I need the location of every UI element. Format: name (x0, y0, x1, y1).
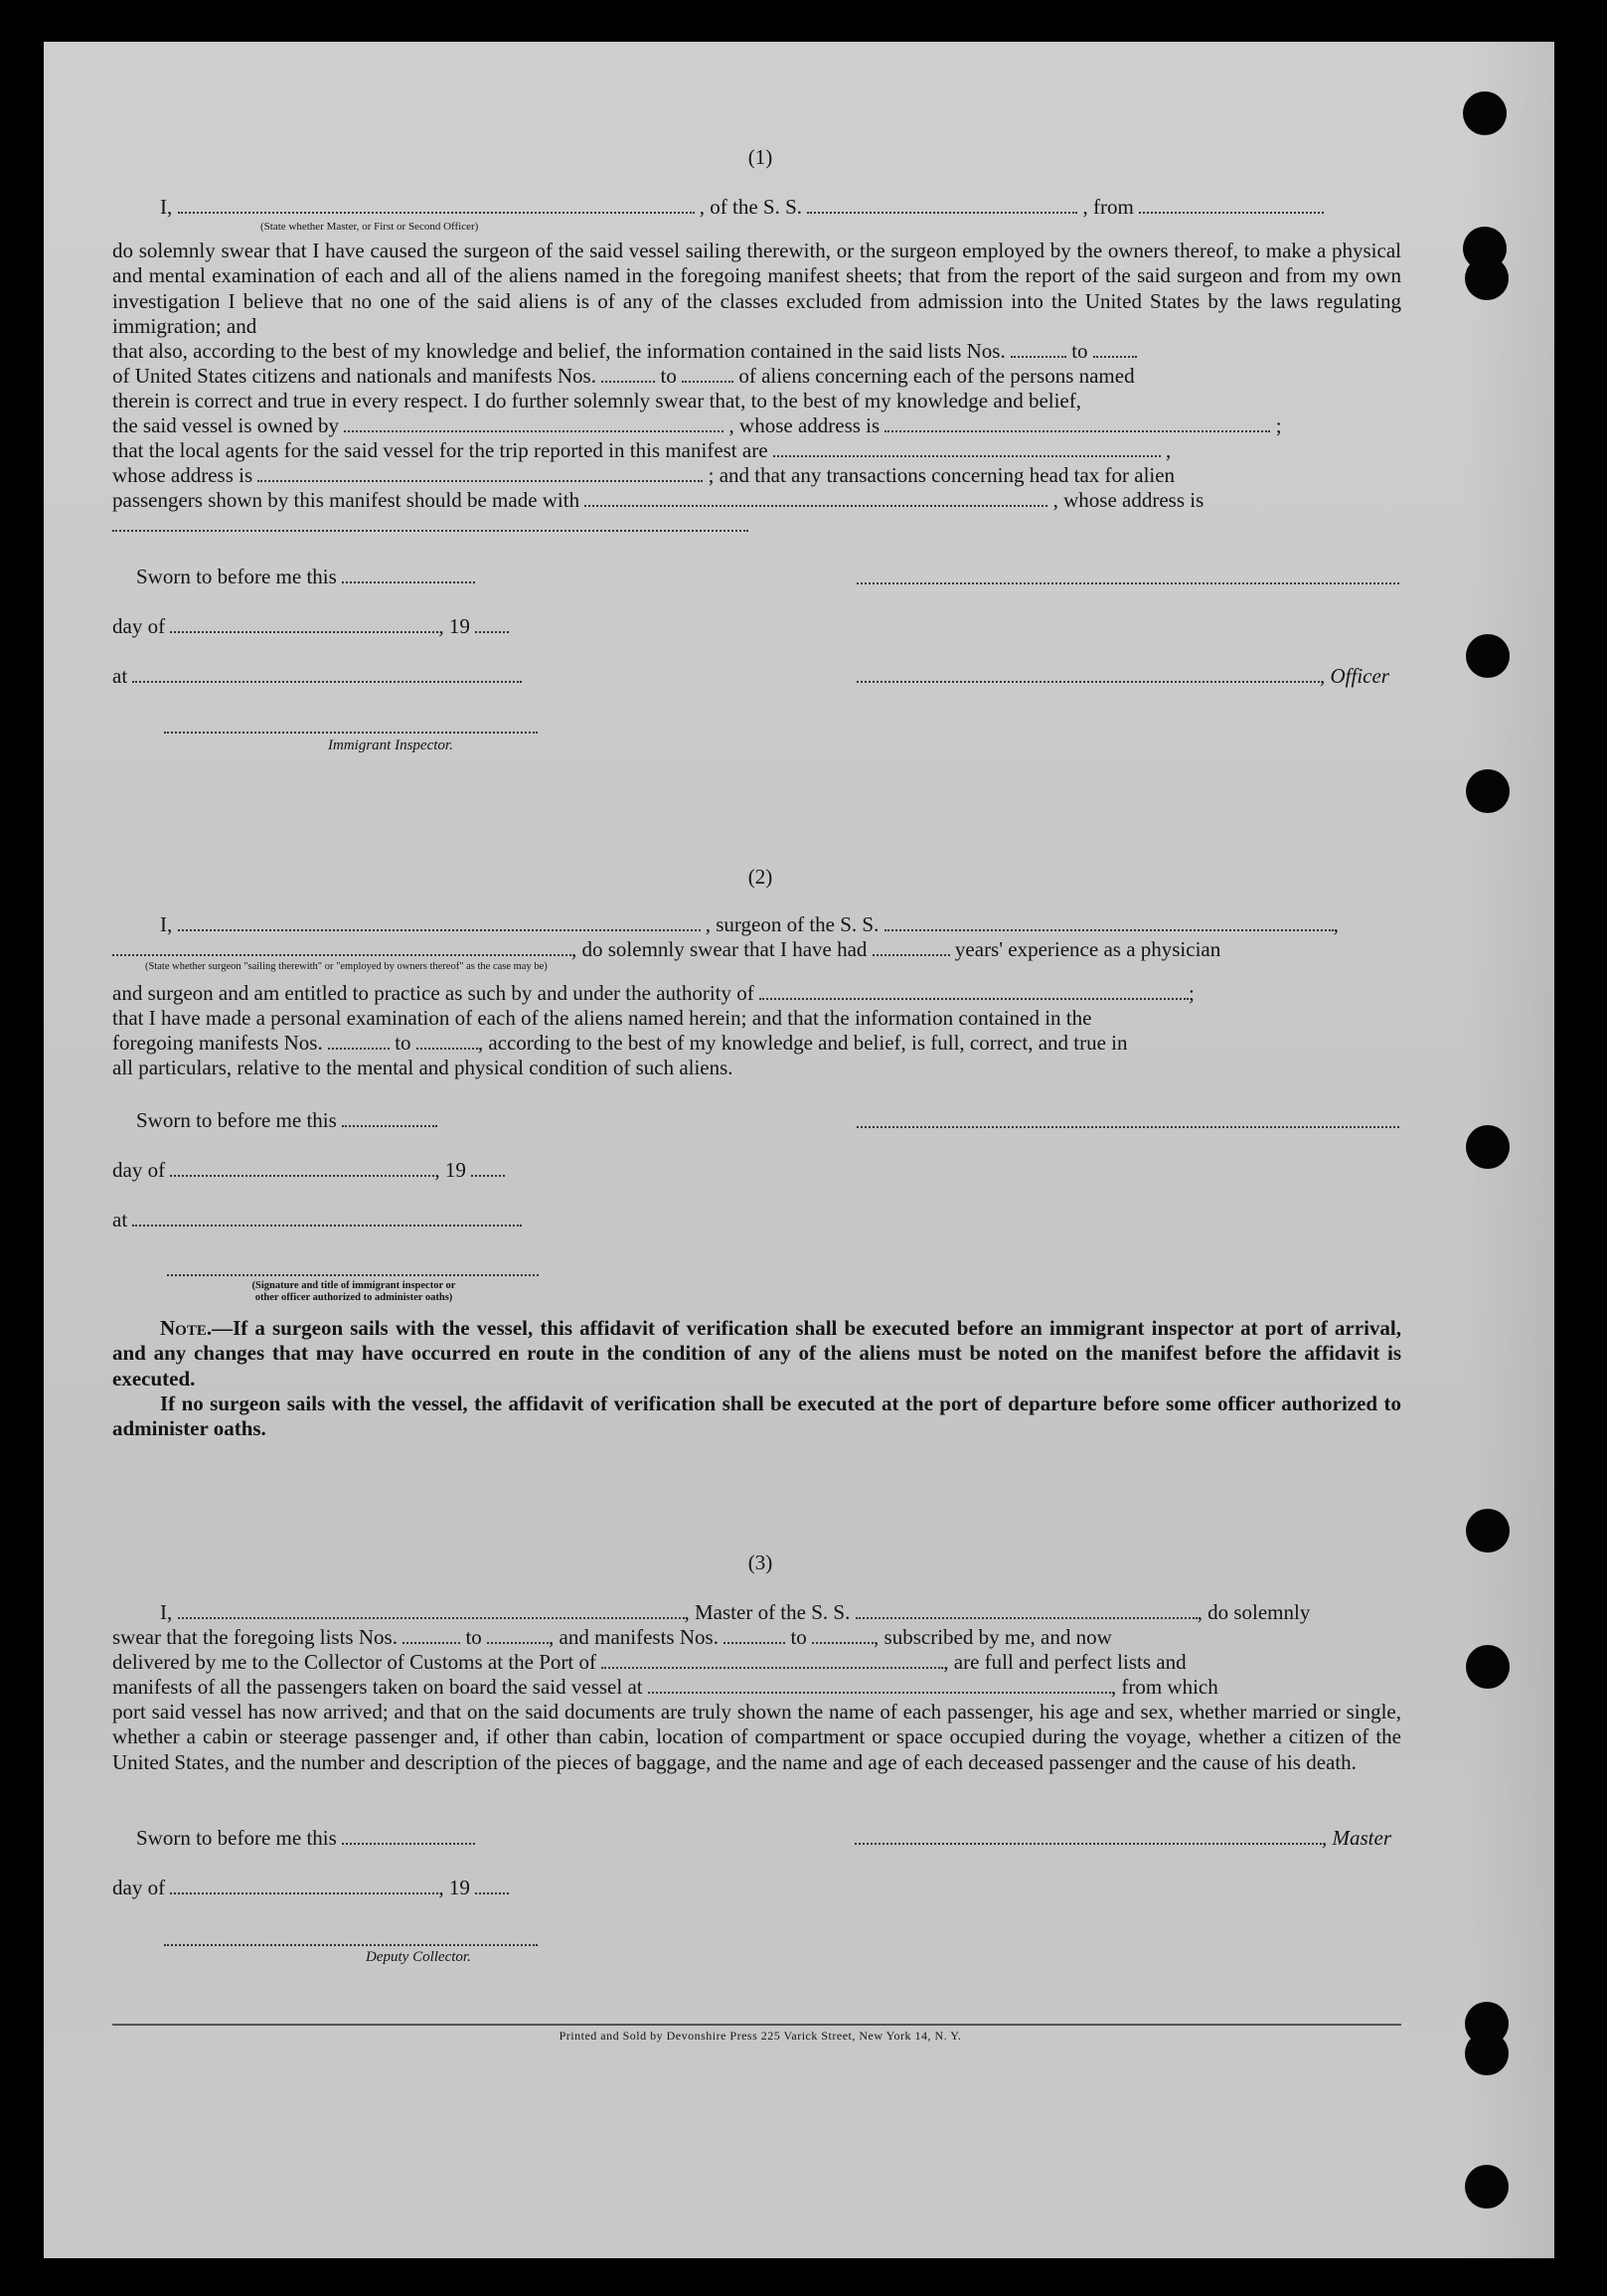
s1-passengers-text: passengers shown by this manifest should be made with (112, 488, 580, 512)
s2-sworn-line (136, 1108, 437, 1133)
s3-sworn-blank (342, 1829, 475, 1845)
s3-body-paragraph: port said vessel has now arrived; and that on the said documents are truly shown the name of each passenger, his age and sex, whether married or single, whether a cabin or steerage passenger and, if other than cabin, location of compartment or space occupied during the voyage, whether a citizen of the United States, and the number and description of the pieces of baggage, and the name and age of each deceased passenger and the cause of his death. (112, 1700, 1401, 1774)
s1-lists-to-blank (1093, 342, 1137, 358)
s1-owner-address-text: , whose address is (728, 413, 881, 437)
s1-from-blank (1139, 198, 1324, 214)
s1-officer-label: , Officer (1320, 664, 1389, 688)
punch-hole (1466, 634, 1510, 678)
s3-i-text: I, (160, 1600, 173, 1624)
s3-sworn-line (136, 1826, 475, 1851)
s1-body-paragraph: do solemnly swear that I have caused the surgeon of the said vessel sailing therewith, or the surgeon employed by the owners thereof, to make a physical and mental examination of each and all of the aliens named in the foregoing manifest sheets; that from the report of the said surgeon and from my own investigation I believe that no one of the said aliens is of any of the classes excluded from admission into the United States by the laws regulating immigration; and (112, 239, 1401, 338)
s3-vessel-blank (856, 1603, 1198, 1619)
s1-agents-blank (773, 441, 1161, 457)
s1-whose-end-text: ; and that any transactions concerning head tax for alien (708, 463, 1176, 487)
s2-dayof-text: day of (112, 1158, 166, 1182)
s2-inspector-sig-blank (167, 1260, 539, 1281)
s3-embark-port-blank (648, 1678, 1111, 1694)
s1-agents-address-blank (257, 466, 703, 482)
s1-officer-line (857, 664, 1389, 689)
s3-manifests-all-text: manifests of all the passengers taken on board the said vessel at (112, 1675, 643, 1699)
s1-lists-text: that also, according to the best of my knowledge and belief, the information contained in the said lists Nos. (112, 339, 1006, 363)
s3-manifests-to-blank (812, 1628, 874, 1644)
s1-at-blank (132, 667, 522, 683)
punch-hole (1466, 1125, 1510, 1169)
punch-hole (1466, 1645, 1510, 1689)
s3-manifests-from-blank (723, 1628, 785, 1644)
s3-subscribed-text: , subscribed by me, and now (874, 1625, 1112, 1649)
s3-year-blank (475, 1879, 509, 1894)
s2-year-blank (471, 1161, 505, 1177)
s1-dayof-line (112, 614, 509, 639)
s2-signature-blank (857, 1112, 1399, 1133)
s2-sig-caption-line-2: other officer authorized to administer oaths) (254, 1292, 453, 1303)
s1-dayof-blank (170, 617, 438, 633)
s1-owner-end: ; (1275, 413, 1282, 437)
s2-swear-text: , do solemnly swear that I have had (571, 937, 868, 961)
s3-year-text: , 19 (438, 1876, 470, 1899)
s1-passengers-end-text: , whose address is (1052, 488, 1205, 512)
s2-note-label: Note. (160, 1316, 213, 1340)
s1-vessel-blank (807, 198, 1077, 214)
s3-master-label: , Master (1322, 1826, 1391, 1850)
s1-line-1 (160, 195, 1324, 220)
s1-whose-text: whose address is (112, 463, 253, 487)
s2-sworn-text: Sworn to before me this (136, 1108, 337, 1132)
s2-sworn-blank (342, 1111, 437, 1127)
s3-port-blank (601, 1653, 943, 1669)
s3-dayof-text: day of (112, 1876, 166, 1899)
s1-from-text: , from (1082, 195, 1134, 219)
s2-note-text: —If a surgeon sails with the vessel, this affidavit of verification shall be executed before an immigrant inspector at port of arrival, and any changes that may have occurred en route in the condition of any of the aliens must be noted on the manifest before the affidavit is executed. (112, 1316, 1401, 1391)
s2-note-paragraph (112, 1316, 1401, 1392)
s1-citizens-text: of United States citizens and nationals and manifests Nos. (112, 364, 596, 388)
s2-according-text: , according to the best of my knowledge and belief, is full, correct, and true in (477, 1031, 1128, 1055)
s2-line1-end: , (1333, 912, 1339, 936)
s1-ss-text: , of the S. S. (699, 195, 803, 219)
s2-at-blank (132, 1211, 522, 1227)
s3-collector-text: delivered by me to the Collector of Customs at the Port of (112, 1650, 596, 1674)
s3-collector-sig-blank (164, 1930, 538, 1951)
s1-lists-from-blank (1011, 342, 1066, 358)
s2-manifests-to-blank (416, 1034, 478, 1050)
s1-owner-blank (344, 416, 723, 432)
s2-surgeon-name-blank (178, 915, 701, 931)
s1-agents-text: that the local agents for the said vessel for the trip reported in this manifest are (112, 438, 768, 462)
s1-signature-blank (857, 569, 1399, 589)
s2-to-text: to (395, 1031, 411, 1055)
punch-hole (1466, 769, 1510, 813)
s2-signature-caption (195, 1280, 513, 1304)
printer-footer: Printed and Sold by Devonshire Press 225 Varick Street, New York 14, N. Y. (559, 2029, 962, 2043)
s1-owner-address-blank (884, 416, 1270, 432)
punch-hole (1465, 256, 1509, 300)
s1-dayof-text: day of (112, 614, 166, 638)
s2-surgeon-ss-text: , surgeon of the S. S. (705, 912, 880, 936)
s3-sworn-text: Sworn to before me this (136, 1826, 337, 1850)
s1-owner-line (112, 413, 1282, 438)
s3-line-3 (112, 1650, 1187, 1675)
s3-manifests-text: , and manifests Nos. (549, 1625, 719, 1649)
s2-line-4: that I have made a personal examination of each of the aliens named herein; and that the information contained in the (112, 1006, 1092, 1030)
s3-lists-text: swear that the foregoing lists Nos. (112, 1625, 398, 1649)
s2-surgeon-caption: (State whether surgeon "sailing therewith" or "employed by owners thereof" as the case may be) (145, 961, 548, 972)
s1-citizens-end-text: of aliens concerning each of the persons named (738, 364, 1135, 388)
s3-line-1 (160, 1600, 1310, 1625)
s1-inspector-sig-blank (164, 718, 538, 738)
s1-therein-line: therein is correct and true in every respect. I do further solemnly swear that, to the best of my knowledge and belief, (112, 389, 1081, 412)
s3-master-line (855, 1826, 1391, 1851)
s1-headtax-address-blank (112, 516, 748, 532)
s2-line3-end: ; (1189, 981, 1195, 1005)
s3-dayof-line (112, 1876, 509, 1900)
s2-manifests-from-blank (328, 1034, 390, 1050)
s3-master-sig-blank (855, 1829, 1322, 1845)
s1-officer-blank (178, 198, 695, 214)
s3-lists-from-blank (402, 1628, 460, 1644)
s1-manifests-to-blank (682, 367, 733, 383)
s3-manifests-to-text: to (790, 1625, 807, 1649)
s2-vessel-blank (884, 915, 1334, 931)
s1-at-text: at (112, 664, 128, 688)
s1-headtax-blank (584, 491, 1047, 507)
section-2-label: (2) (747, 865, 773, 889)
s3-perfect-text: , are full and perfect lists and (943, 1650, 1187, 1674)
s3-dayof-blank (170, 1879, 438, 1894)
s1-manifests-from-blank (601, 367, 655, 383)
s2-manifests-text: foregoing manifests Nos. (112, 1031, 323, 1055)
s1-agents-end: , (1166, 438, 1172, 462)
s2-line-1 (160, 912, 1339, 937)
s2-line-2 (112, 937, 1220, 962)
punch-hole (1465, 2165, 1509, 2209)
section-3-label: (3) (747, 1551, 773, 1574)
s1-officer-caption: (State whether Master, or First or Second Officer) (260, 221, 479, 233)
s2-line-3 (112, 981, 1195, 1006)
s1-year-text: , 19 (438, 614, 470, 638)
s1-headtax-address-line (112, 513, 748, 538)
s1-at-line (112, 664, 522, 689)
s1-inspector-label: Immigrant Inspector. (328, 738, 453, 753)
footer-rule (112, 2024, 1401, 2026)
s3-line-2 (112, 1625, 1112, 1650)
s1-headtax-line (112, 488, 1204, 513)
s2-sig-caption-line-1: (Signature and title of immigrant inspector or (251, 1280, 456, 1291)
s1-year-blank (475, 617, 509, 633)
s1-lists-to-text: to (1071, 339, 1088, 363)
s1-citizens-to-text: to (660, 364, 677, 388)
s2-note-paragraph-2: If no surgeon sails with the vessel, the affidavit of verification shall be executed at the port of departure before some officer authorized to administer oaths. (112, 1392, 1401, 1441)
s2-dayof-blank (170, 1161, 434, 1177)
s1-owned-text: the said vessel is owned by (112, 413, 340, 437)
s2-surgeon-type-blank (112, 940, 571, 956)
s2-authority-blank (759, 984, 1189, 1000)
s1-agents-line (112, 438, 1171, 463)
s2-at-text: at (112, 1208, 128, 1231)
s3-lists-to-blank (487, 1628, 549, 1644)
punch-hole (1466, 1509, 1510, 1553)
s3-solemnly-text: , do solemnly (1197, 1600, 1311, 1624)
s2-i-text: I, (160, 912, 173, 936)
s1-sworn-blank (342, 568, 475, 583)
s1-lists-line (112, 339, 1137, 364)
s1-sworn-text: Sworn to before me this (136, 565, 337, 588)
s2-line-6: all particulars, relative to the mental and physical condition of such aliens. (112, 1056, 733, 1079)
section-1-label: (1) (747, 145, 773, 169)
s1-citizens-line (112, 364, 1135, 389)
s3-master-name-blank (178, 1603, 685, 1619)
s1-sworn-line (136, 565, 475, 589)
punch-hole (1463, 91, 1507, 135)
s3-line-4 (112, 1675, 1218, 1700)
s1-officer-sig-blank (857, 667, 1320, 683)
s2-years-blank (873, 940, 950, 956)
s3-from-which-text: , from which (1110, 1675, 1218, 1699)
s3-lists-to-text: to (465, 1625, 482, 1649)
s2-years-text: years' experience as a physician (954, 937, 1221, 961)
s2-line-5 (112, 1031, 1128, 1056)
s2-year-text: , 19 (434, 1158, 466, 1182)
s2-dayof-line (112, 1158, 505, 1183)
s3-master-ss-text: , Master of the S. S. (684, 1600, 851, 1624)
s1-agents-address-line (112, 463, 1175, 488)
s3-collector-label: Deputy Collector. (366, 1949, 471, 1965)
s2-authority-text: and surgeon and am entitled to practice as such by and under the authority of (112, 981, 754, 1005)
s1-i-text: I, (160, 195, 173, 219)
s2-at-line (112, 1208, 522, 1232)
